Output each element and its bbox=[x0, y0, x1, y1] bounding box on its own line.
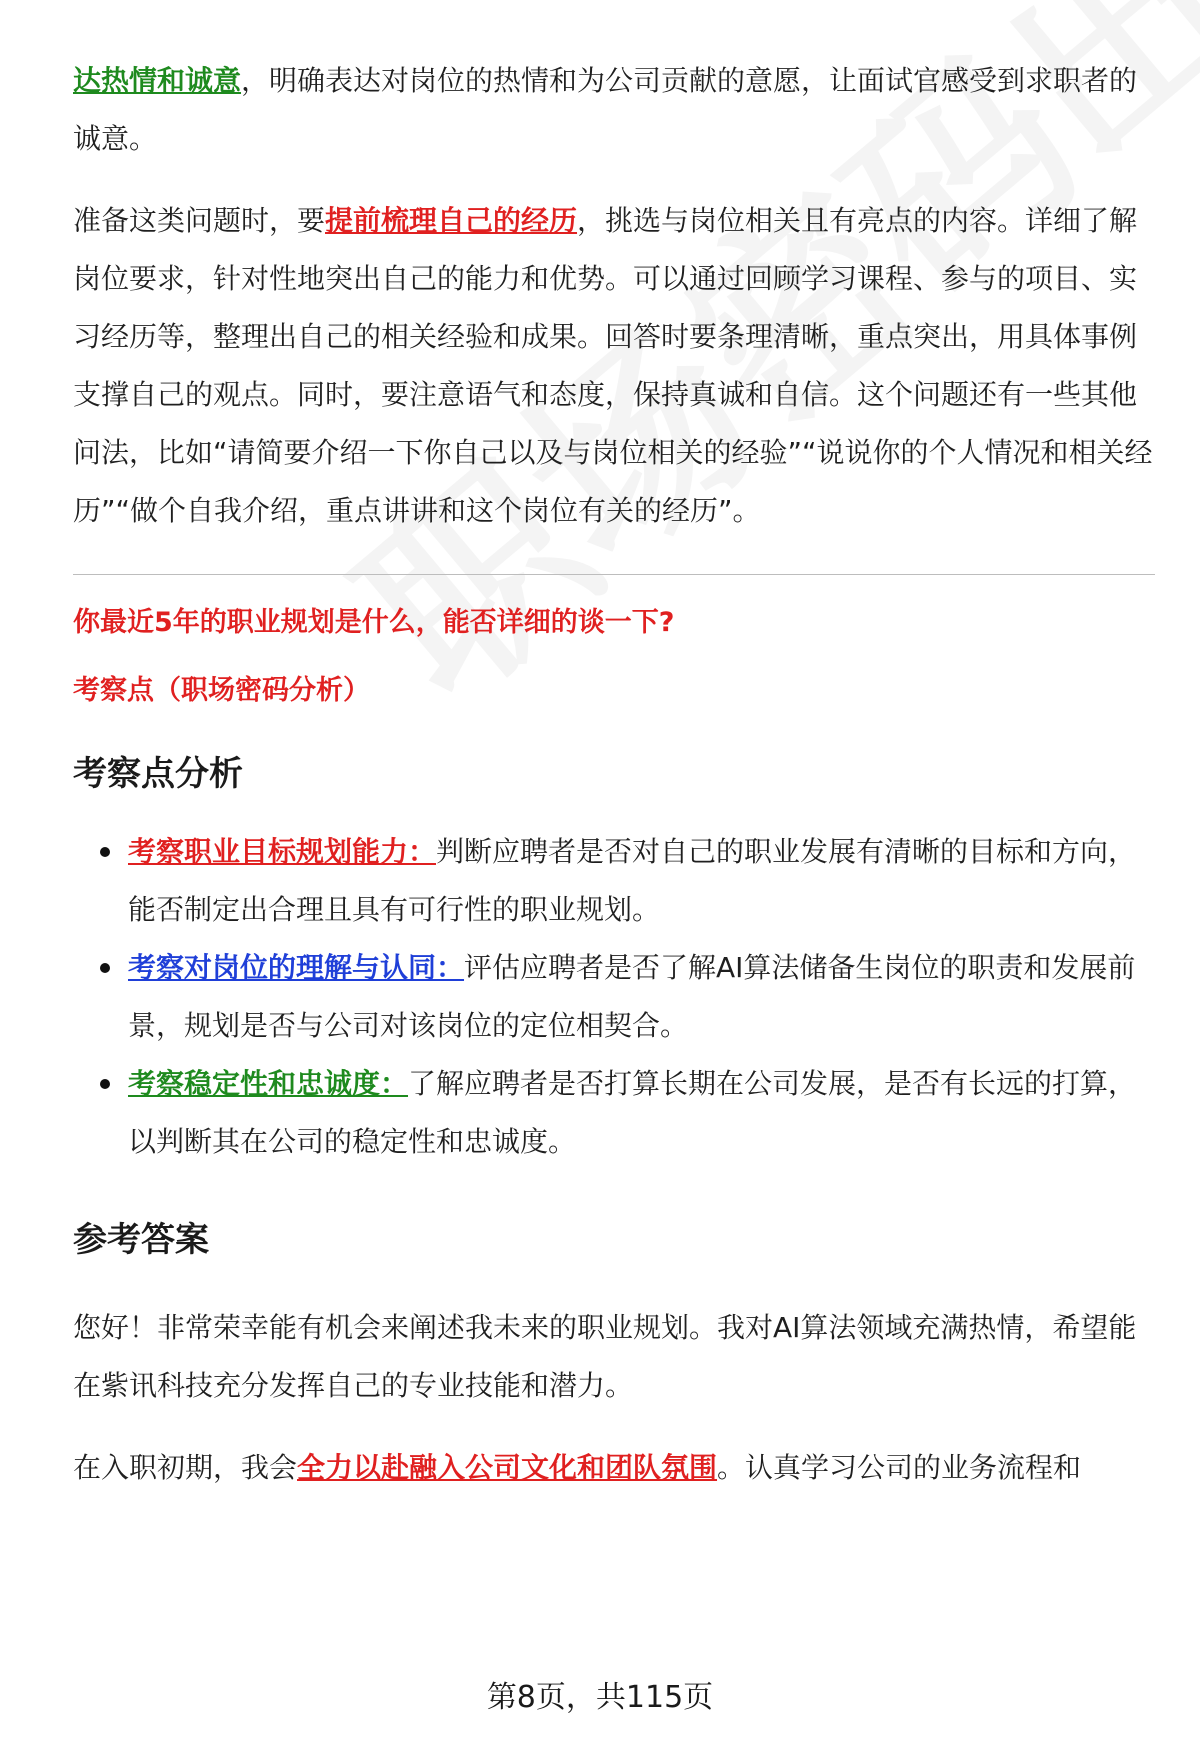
bullet-icon bbox=[100, 963, 110, 973]
answer-paragraph: 您好！非常荣幸能有机会来阐述我未来的职业规划。我对AI算法领域充满热情，希望能在紫讯科技充分发挥自己的专业技能和潜力。 bbox=[73, 1311, 1137, 1402]
paragraph-enthusiasm bbox=[73, 52, 1153, 168]
paragraph-text: 准备这类问题时，要 bbox=[73, 204, 326, 237]
point-label: 考察稳定性和忠诚度： bbox=[128, 1067, 409, 1100]
point-text: 判断应聘者是否对自己的职业发展有清晰的目标和方向，能否制定出合理且具有可行性的职业规划。 bbox=[128, 835, 1137, 926]
point-text: 了解应聘者是否打算长期在公司发展，是否有长远的打算，以判断其在公司的稳定性和忠诚度。 bbox=[128, 1067, 1137, 1158]
page-number: 第8页，共115页 bbox=[486, 1680, 714, 1715]
paragraph-text: 。认真学习公司的业务流程和 bbox=[717, 1451, 1082, 1484]
analysis-list bbox=[73, 823, 1153, 1171]
paragraph-text: ，明确表达对岗位的热情和为公司贡献的意愿，让面试官感受到求职者的诚意。 bbox=[73, 64, 1138, 155]
highlight-integrate: 全力以赴融入公司文化和团队氛围 bbox=[297, 1451, 718, 1484]
interview-question: 你最近5年的职业规划是什么，能否详细的谈一下? bbox=[73, 607, 675, 638]
bullet-icon bbox=[100, 1079, 110, 1089]
analysis-heading: 考察点分析 bbox=[73, 754, 243, 794]
highlight-review-experience: 提前梳理自己的经历 bbox=[325, 204, 578, 237]
paragraph-preparation bbox=[73, 192, 1153, 540]
paragraph-text: 在入职初期，我会 bbox=[73, 1451, 298, 1484]
highlight-enthusiasm: 达热情和诚意 bbox=[73, 64, 242, 97]
point-text: 评估应聘者是否了解AI算法储备生岗位的职责和发展前景，规划是否与公司对该岗位的定位相契合。 bbox=[128, 951, 1136, 1042]
point-label: 考察职业目标规划能力： bbox=[128, 835, 437, 868]
list-item bbox=[73, 939, 1153, 1055]
question-subtitle: 考察点（职场密码分析） bbox=[73, 675, 370, 706]
point-label: 考察对岗位的理解与认同： bbox=[128, 951, 465, 984]
answer-heading: 参考答案 bbox=[73, 1220, 209, 1260]
list-item bbox=[73, 823, 1153, 939]
document-body bbox=[73, 52, 1153, 1497]
list-item bbox=[73, 1055, 1153, 1171]
answer-paragraph bbox=[73, 1439, 1153, 1497]
bullet-icon bbox=[100, 847, 110, 857]
section-divider bbox=[73, 574, 1155, 575]
paragraph-text: ，挑选与岗位相关且有亮点的内容。详细了解岗位要求，针对性地突出自己的能力和优势。可以通过回顾学习课程、参与的项目、实习经历等，整理出自己的相关经验和成果。回答时要条理清晰，重点突出，用具体事例支撑自己的观点。同时，要注意语气和态度，保持真诚和自信。这个问题还有一些其他问法，比如“请简要介绍一下你自己以及与岗位相关的经验”“说说你的个人情况和相关经历”“做个自我介绍，重点讲讲和这个岗位有关的经历”。 bbox=[73, 204, 1153, 527]
